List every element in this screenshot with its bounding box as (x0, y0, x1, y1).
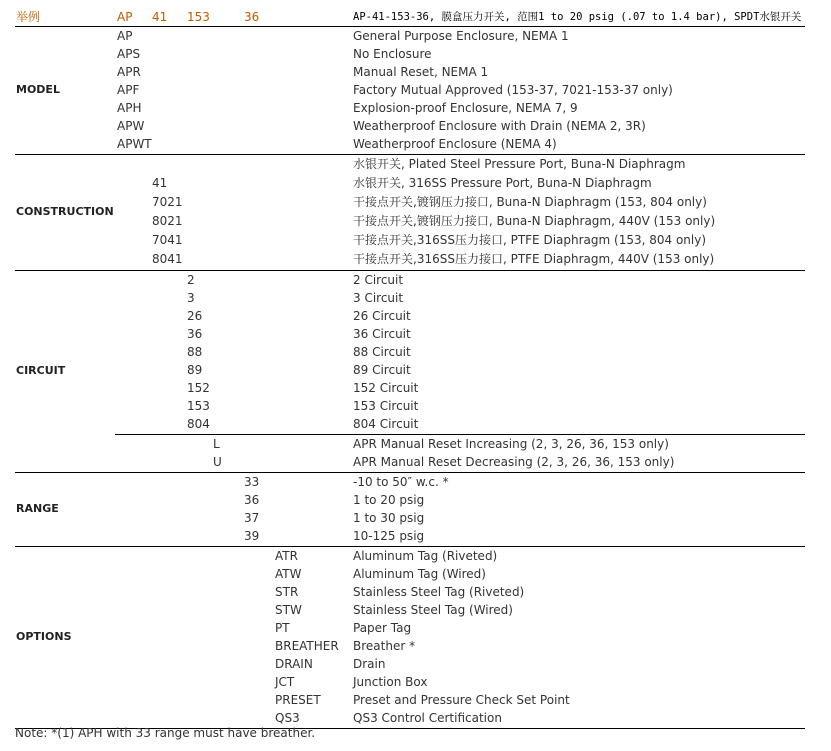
options-description: Aluminum Tag (Wired) (353, 567, 486, 581)
model-code: APW (117, 119, 145, 133)
example-code-range: 36 (244, 10, 260, 24)
circuit-sub-description: APR Manual Reset Decreasing (2, 3, 26, 36, 153 only) (353, 455, 675, 469)
circuit-sub-description: APR Manual Reset Increasing (2, 3, 26, 36, 153 only) (353, 437, 669, 451)
range-code: 36 (244, 493, 260, 507)
options-group-label: OPTIONS (16, 630, 72, 643)
model-description: Factory Mutual Approved (153-37, 7021-153-37 only) (353, 83, 673, 97)
example-label: 举例 (16, 10, 41, 24)
construction-bottom-rule (15, 270, 805, 271)
model-code: APH (117, 101, 142, 115)
circuit-description: 152 Circuit (353, 381, 419, 395)
circuit-sub-code: L (213, 437, 220, 451)
options-code: STR (275, 585, 299, 599)
construction-code: 7021 (152, 195, 183, 209)
options-code: STW (275, 603, 302, 617)
options-code: JCT (275, 675, 295, 689)
construction-description: 干接点开关,316SS压力接口, PTFE Diaphragm (153, 804 only) (353, 233, 707, 247)
example-code-construction: 41 (152, 10, 168, 24)
options-description: Junction Box (353, 675, 428, 689)
circuit-description: 89 Circuit (353, 363, 411, 377)
options-description: Drain (353, 657, 386, 671)
options-description: Stainless Steel Tag (Riveted) (353, 585, 525, 599)
model-code: APF (117, 83, 140, 97)
range-description: 10-125 psig (353, 529, 425, 543)
options-description: Breather * (353, 639, 416, 653)
options-description: Stainless Steel Tag (Wired) (353, 603, 513, 617)
construction-code: 7041 (152, 233, 183, 247)
circuit-code: 88 (187, 345, 203, 359)
construction-description: 干接点开关,镀钢压力接口, Buna-N Diaphragm (153, 804 only) (353, 195, 707, 209)
example-code-model: AP (117, 10, 133, 24)
circuit-code: 804 (187, 417, 210, 431)
options-code: BREATHER (275, 639, 339, 653)
range-group-label: RANGE (16, 502, 59, 515)
circuit-description: 804 Circuit (353, 417, 419, 431)
options-description: Aluminum Tag (Riveted) (353, 549, 498, 563)
range-code: 39 (244, 529, 260, 543)
range-code: 33 (244, 475, 260, 489)
model-description: General Purpose Enclosure, NEMA 1 (353, 29, 569, 43)
options-code: DRAIN (275, 657, 313, 671)
circuit-group-label: CIRCUIT (16, 364, 66, 377)
options-description: Paper Tag (353, 621, 412, 635)
range-description: -10 to 50″ w.c. * (353, 475, 449, 489)
options-code: PT (275, 621, 290, 635)
circuit-code: 2 (187, 273, 195, 287)
example-description: AP-41-153-36, 膜盒压力开关, 范围1 to 20 psig (.07 to 1.4 bar), SPDT水银开关 (353, 11, 802, 23)
construction-description: 水银开关, Plated Steel Pressure Port, Buna-N Diaphragm (353, 157, 686, 171)
model-description: Manual Reset, NEMA 1 (353, 65, 489, 79)
range-code: 37 (244, 511, 260, 525)
footnote: Note: *(1) APH with 33 range must have breather. (15, 726, 316, 740)
construction-code: 8041 (152, 252, 183, 266)
circuit-description: 88 Circuit (353, 345, 411, 359)
options-code: ATR (275, 549, 298, 563)
ordering-code-table (15, 8, 805, 723)
example-code-circuit: 153 (187, 10, 210, 24)
options-code: QS3 (275, 711, 300, 725)
model-code: AP (117, 29, 133, 43)
circuit-code: 153 (187, 399, 210, 413)
construction-description: 水银开关, 316SS Pressure Port, Buna-N Diaphragm (353, 176, 652, 190)
options-description: Preset and Pressure Check Set Point (353, 693, 570, 707)
construction-group-label: CONSTRUCTION (16, 205, 114, 218)
circuit-description: 36 Circuit (353, 327, 411, 341)
options-description: QS3 Control Certification (353, 711, 502, 725)
circuit-description: 26 Circuit (353, 309, 411, 323)
circuit-code: 36 (187, 327, 203, 341)
circuit-code: 152 (187, 381, 210, 395)
options-code: ATW (275, 567, 302, 581)
circuit-code: 3 (187, 291, 195, 305)
model-group-label: MODEL (16, 83, 60, 96)
model-code: APR (117, 65, 141, 79)
construction-code: 8021 (152, 214, 183, 228)
construction-description: 干接点开关,镀钢压力接口, Buna-N Diaphragm, 440V (153 only) (353, 214, 716, 228)
model-description: No Enclosure (353, 47, 432, 61)
model-code: APS (117, 47, 141, 61)
model-description: Weatherproof Enclosure with Drain (NEMA 2, 3R) (353, 119, 646, 133)
range-description: 1 to 20 psig (353, 493, 425, 507)
range-description: 1 to 30 psig (353, 511, 425, 525)
circuit-description: 3 Circuit (353, 291, 404, 305)
model-code: APWT (117, 137, 152, 151)
circuit-sub-code: U (213, 455, 222, 469)
options-code: PRESET (275, 693, 321, 707)
model-description: Weatherproof Enclosure (NEMA 4) (353, 137, 557, 151)
circuit-description: 2 Circuit (353, 273, 404, 287)
construction-code: 41 (152, 176, 168, 190)
construction-description: 干接点开关,316SS压力接口, PTFE Diaphragm, 440V (153 only) (353, 252, 715, 266)
model-description: Explosion-proof Enclosure, NEMA 7, 9 (353, 101, 578, 115)
circuit-description: 153 Circuit (353, 399, 419, 413)
circuit-code: 89 (187, 363, 203, 377)
circuit-code: 26 (187, 309, 203, 323)
